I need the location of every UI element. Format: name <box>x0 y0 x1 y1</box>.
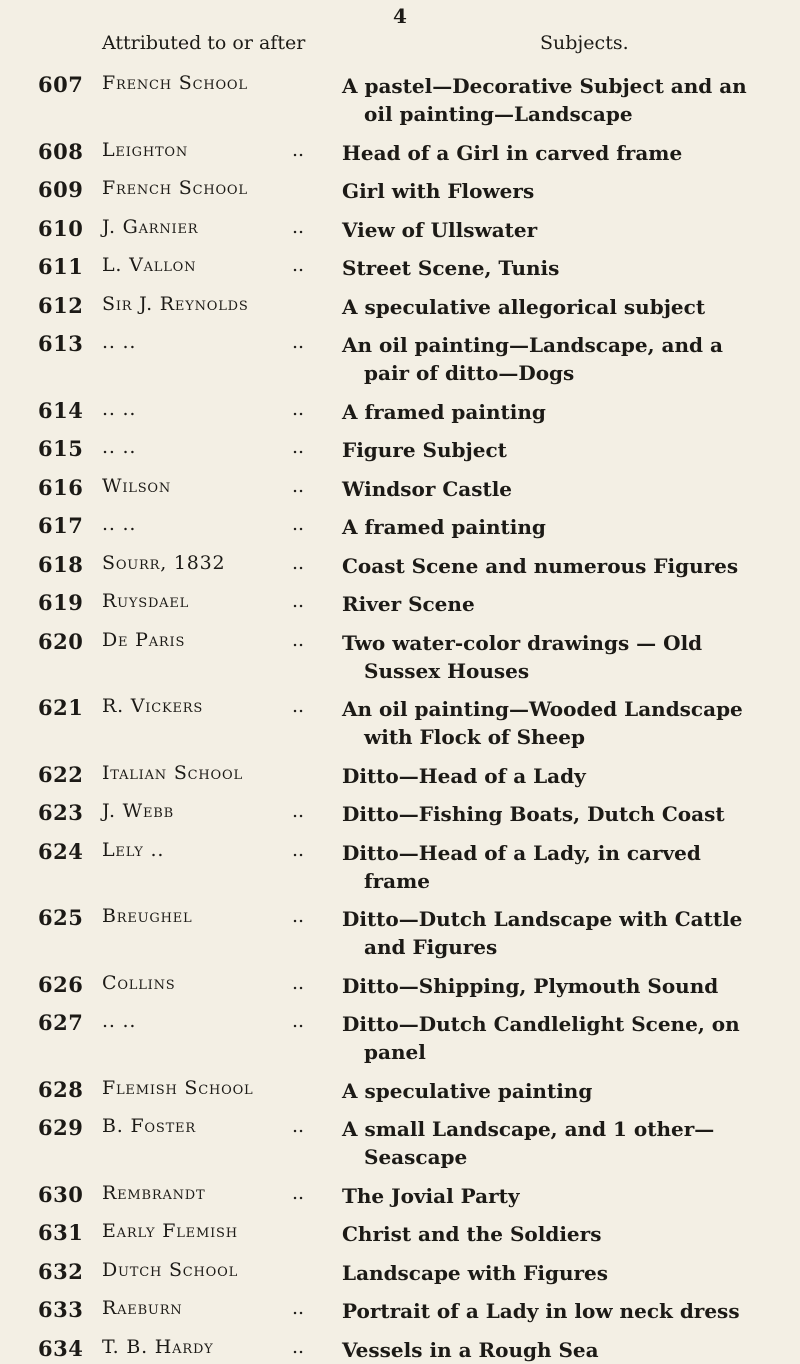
leader-dots: .. <box>292 800 305 822</box>
leader-dots: .. <box>292 1335 305 1358</box>
lot-number: 608 <box>38 138 84 164</box>
lot-number: 616 <box>38 474 84 500</box>
lot-number: 627 <box>38 1010 84 1035</box>
subject-line: Ditto—Fishing Boats, Dutch Coast <box>342 802 725 826</box>
subject-line: Ditto—Dutch Candlelight Scene, on <box>342 1012 740 1036</box>
subject-line: Head of a Girl in carved frame <box>342 140 683 165</box>
subject-line: Two water-color drawings — Old <box>342 630 703 655</box>
subject-line: A framed painting <box>342 515 546 539</box>
lot-number: 615 <box>38 436 84 461</box>
artist-name: .. .. <box>102 331 137 353</box>
subject-text <box>342 293 778 321</box>
artist-name: .. .. <box>102 513 137 535</box>
leader-dots: .. <box>292 905 305 927</box>
subject-text <box>342 513 778 541</box>
subject-line: Ditto—Head of a Lady <box>342 763 586 788</box>
artist-name: Lely .. <box>102 838 165 861</box>
subject-text <box>342 216 778 244</box>
artist-name: B. Foster <box>102 1115 196 1137</box>
lot-number: 612 <box>38 292 84 318</box>
leader-dots: .. <box>292 436 305 458</box>
subject-text <box>342 1115 778 1171</box>
subject-continuation: panel <box>364 1040 426 1064</box>
artist-name: Leighton <box>102 138 189 161</box>
subject-line: Girl with Flowers <box>342 179 535 203</box>
header-subjects: Subjects. <box>540 32 629 54</box>
lot-number: 628 <box>38 1076 84 1102</box>
artist-name: Early Flemish <box>102 1220 238 1242</box>
subject-line: River Scene <box>342 592 475 616</box>
lot-number: 620 <box>38 628 84 654</box>
subject-line: Coast Scene and numerous Figures <box>342 553 739 578</box>
subject-line: Ditto—Dutch Landscape with Cattle <box>342 907 743 931</box>
artist-name: R. Vickers <box>102 695 204 717</box>
artist-name: T. B. Hardy <box>102 1335 214 1358</box>
artist-name: Wilson <box>102 474 172 497</box>
subject-continuation: Seascape <box>364 1145 468 1169</box>
subject-line: View of Ullswater <box>342 217 538 242</box>
subject-line: Figure Subject <box>342 438 507 462</box>
lot-number: 631 <box>38 1220 84 1245</box>
artist-name: .. .. <box>102 397 137 420</box>
lot-number: 621 <box>38 695 84 720</box>
leader-dots: .. <box>292 971 305 994</box>
leader-dots: .. <box>292 1115 305 1137</box>
leader-dots: .. <box>292 474 305 497</box>
page-number: 4 <box>393 4 407 28</box>
lot-number: 613 <box>38 331 84 356</box>
subject-line: The Jovial Party <box>342 1183 520 1208</box>
subject-line: Christ and the Soldiers <box>342 1222 602 1246</box>
lot-number: 630 <box>38 1181 84 1207</box>
subject-line: A speculative painting <box>342 1078 593 1103</box>
leader-dots: .. <box>292 1297 305 1319</box>
artist-name: Dutch School <box>102 1258 239 1281</box>
lot-number: 633 <box>38 1297 84 1322</box>
subject-line: Windsor Castle <box>342 476 513 501</box>
subject-text <box>342 1259 778 1287</box>
subject-line: Ditto—Shipping, Plymouth Sound <box>342 973 719 998</box>
subject-continuation: pair of ditto—Dogs <box>364 361 575 385</box>
artist-name: Sir J. Reynolds <box>102 292 249 315</box>
subject-line: Street Scene, Tunis <box>342 256 560 280</box>
subject-text <box>342 800 778 828</box>
lot-number: 619 <box>38 590 84 615</box>
subject-text <box>342 436 778 464</box>
subject-line: An oil painting—Wooded Landscape <box>342 697 743 721</box>
lot-number: 622 <box>38 761 84 787</box>
artist-name: J. Webb <box>102 800 174 822</box>
subject-text <box>342 1182 778 1210</box>
lot-number: 626 <box>38 971 84 997</box>
subject-text <box>342 695 778 751</box>
subject-continuation: and Figures <box>364 935 498 959</box>
artist-name: J. Garnier <box>102 215 199 238</box>
leader-dots: .. <box>292 254 305 276</box>
subject-text <box>342 552 778 580</box>
artist-name: L. Vallon <box>102 254 197 276</box>
subject-line: Vessels in a Rough Sea <box>342 1337 599 1362</box>
subject-text <box>342 254 778 282</box>
lot-number: 629 <box>38 1115 84 1140</box>
artist-name: Flemish School <box>102 1076 254 1099</box>
subject-continuation: oil painting—Landscape <box>364 102 633 126</box>
subject-line: An oil painting—Landscape, and a <box>342 333 723 357</box>
artist-name: French School <box>102 72 248 94</box>
subject-text <box>342 475 778 503</box>
artist-name: De Paris <box>102 628 186 651</box>
lot-number: 609 <box>38 177 84 202</box>
subject-line: A framed painting <box>342 399 546 424</box>
artist-name: Collins <box>102 971 176 994</box>
artist-name: .. .. <box>102 1010 137 1032</box>
subject-text <box>342 762 778 790</box>
subject-text <box>342 1010 778 1066</box>
lot-number: 634 <box>38 1335 84 1361</box>
artist-name: Sourr, 1832 <box>102 551 226 574</box>
lot-number: 610 <box>38 215 84 241</box>
subject-line: A pastel—Decorative Subject and an <box>342 74 747 98</box>
subject-text <box>342 629 778 685</box>
lot-number: 624 <box>38 838 84 864</box>
subject-text <box>342 398 778 426</box>
leader-dots: .. <box>292 590 305 612</box>
lot-number: 614 <box>38 397 84 423</box>
lot-number: 625 <box>38 905 84 930</box>
subject-line: A small Landscape, and 1 other— <box>342 1117 715 1141</box>
leader-dots: .. <box>292 215 305 238</box>
artist-name: Rembrandt <box>102 1181 206 1204</box>
header-attributed: Attributed to or after <box>102 32 306 54</box>
lot-number: 611 <box>38 254 84 279</box>
lot-number: 623 <box>38 800 84 825</box>
artist-name: Breughel <box>102 905 193 927</box>
artist-name: .. .. <box>102 436 137 458</box>
lot-number: 618 <box>38 551 84 577</box>
leader-dots: .. <box>292 695 305 717</box>
leader-dots: .. <box>292 628 305 651</box>
subject-line: A speculative allegorical subject <box>342 294 706 319</box>
artist-name: Italian School <box>102 761 243 784</box>
subject-text <box>342 139 778 167</box>
subject-text <box>342 72 778 128</box>
subject-line: Landscape with Figures <box>342 1260 609 1285</box>
subject-text <box>342 1220 778 1248</box>
subject-text <box>342 177 778 205</box>
subject-text <box>342 331 778 387</box>
lot-number: 607 <box>38 72 84 97</box>
subject-continuation: frame <box>364 868 430 893</box>
subject-line: Ditto—Head of a Lady, in carved <box>342 840 701 865</box>
leader-dots: .. <box>292 551 305 574</box>
subject-text <box>342 1297 778 1325</box>
leader-dots: .. <box>292 838 305 861</box>
subject-text <box>342 1336 778 1364</box>
artist-name: Ruysdael <box>102 590 190 612</box>
leader-dots: .. <box>292 1181 305 1204</box>
leader-dots: .. <box>292 331 305 353</box>
subject-text <box>342 839 778 895</box>
subject-continuation: with Flock of Sheep <box>364 725 586 749</box>
leader-dots: .. <box>292 138 305 161</box>
artist-name: Raeburn <box>102 1297 183 1319</box>
subject-text <box>342 590 778 618</box>
subject-text <box>342 1077 778 1105</box>
subject-text <box>342 972 778 1000</box>
leader-dots: .. <box>292 513 305 535</box>
lot-number: 632 <box>38 1258 84 1284</box>
subject-text <box>342 905 778 961</box>
subject-continuation: Sussex Houses <box>364 658 530 683</box>
leader-dots: .. <box>292 1010 305 1032</box>
lot-number: 617 <box>38 513 84 538</box>
subject-line: Portrait of a Lady in low neck dress <box>342 1299 740 1323</box>
artist-name: French School <box>102 177 248 199</box>
leader-dots: .. <box>292 397 305 420</box>
